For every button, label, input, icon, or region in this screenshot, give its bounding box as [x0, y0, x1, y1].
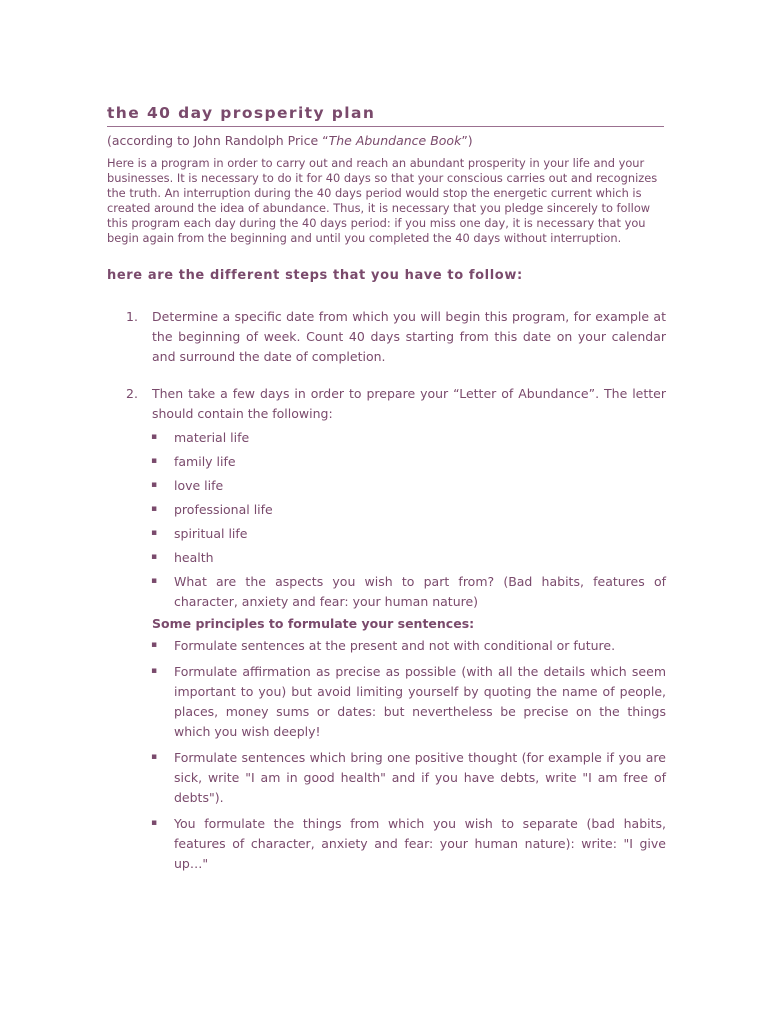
bullet-icon: ▪ [151, 456, 158, 466]
list-item-text: Formulate sentences at the present and not with conditional or future. [174, 638, 616, 653]
list-item-text: Formulate affirmation as precise as possible (with all the details which seem important to you) but avoid limiting yourself by quoting the name of people, places, money sums or dates: but nevertheless be precise on the things which you wish deeply! [174, 664, 666, 739]
steps-heading: here are the different steps that you have to follow: [107, 268, 523, 283]
bullet-icon: ▪ [151, 640, 158, 650]
page-title: the 40 day prosperity plan [107, 104, 376, 122]
step-number: 2. [126, 386, 138, 401]
step-number: 1. [126, 309, 138, 324]
letter-items-list [150, 428, 666, 616]
step-text: Then take a few days in order to prepare your “Letter of Abundance”. The letter should contain the following: [152, 386, 666, 421]
bullet-icon: ▪ [151, 480, 158, 490]
subtitle-prefix: (according to John Randolph Price “ [107, 133, 329, 148]
step-1 [126, 307, 666, 367]
principles-list [150, 636, 666, 880]
list-item [150, 636, 666, 656]
bullet-icon: ▪ [151, 576, 158, 586]
list-item [150, 476, 666, 496]
list-item [150, 572, 666, 612]
bullet-icon: ▪ [151, 818, 158, 828]
list-item [150, 524, 666, 544]
list-item [150, 428, 666, 448]
principles-heading: Some principles to formulate your sentences: [152, 616, 475, 631]
subtitle-suffix: ”) [461, 133, 473, 148]
list-item [150, 548, 666, 568]
bullet-icon: ▪ [151, 552, 158, 562]
title-underline [107, 126, 664, 127]
list-item [150, 662, 666, 742]
list-item [150, 500, 666, 520]
list-item-text: professional life [174, 502, 273, 517]
bullet-icon: ▪ [151, 504, 158, 514]
list-item-text: material life [174, 430, 250, 445]
list-item-text: What are the aspects you wish to part from? (Bad habits, features of character, anxiety and fear: your human nature) [174, 574, 666, 609]
bullet-icon: ▪ [151, 752, 158, 762]
list-item [150, 748, 666, 808]
step-text: Determine a specific date from which you will begin this program, for example at the beginning of week. Count 40 days starting from this date on your calendar and surround the date of completion. [152, 309, 666, 364]
book-title: The Abundance Book [328, 133, 462, 148]
bullet-icon: ▪ [151, 432, 158, 442]
list-item [150, 814, 666, 874]
subtitle [107, 133, 473, 148]
list-item [150, 452, 666, 472]
step-2 [126, 384, 666, 424]
list-item-text: health [174, 550, 214, 565]
list-item-text: love life [174, 478, 224, 493]
list-item-text: spiritual life [174, 526, 248, 541]
bullet-icon: ▪ [151, 666, 158, 676]
list-item-text: family life [174, 454, 236, 469]
intro-paragraph: Here is a program in order to carry out and reach an abundant prosperity in your life and your businesses. It is necessary to do it for 40 days so that your conscious carries out and recognizes the truth. An interruption during the 40 days period would stop the energetic current which is created around the idea of abundance. Thus, it is necessary that you pledge sincerely to follow this program each day during the 40 days period: if you miss one day, it is necessary that you begin again from the beginning and until you completed the 40 days without interruption. [107, 156, 658, 245]
list-item-text: You formulate the things from which you wish to separate (bad habits, features of character, anxiety and fear: your human nature): write: "I give up…" [174, 816, 666, 871]
list-item-text: Formulate sentences which bring one positive thought (for example if you are sick, write "I am in good health" and if you have debts, write "I am free of debts"). [174, 750, 666, 805]
bullet-icon: ▪ [151, 528, 158, 538]
